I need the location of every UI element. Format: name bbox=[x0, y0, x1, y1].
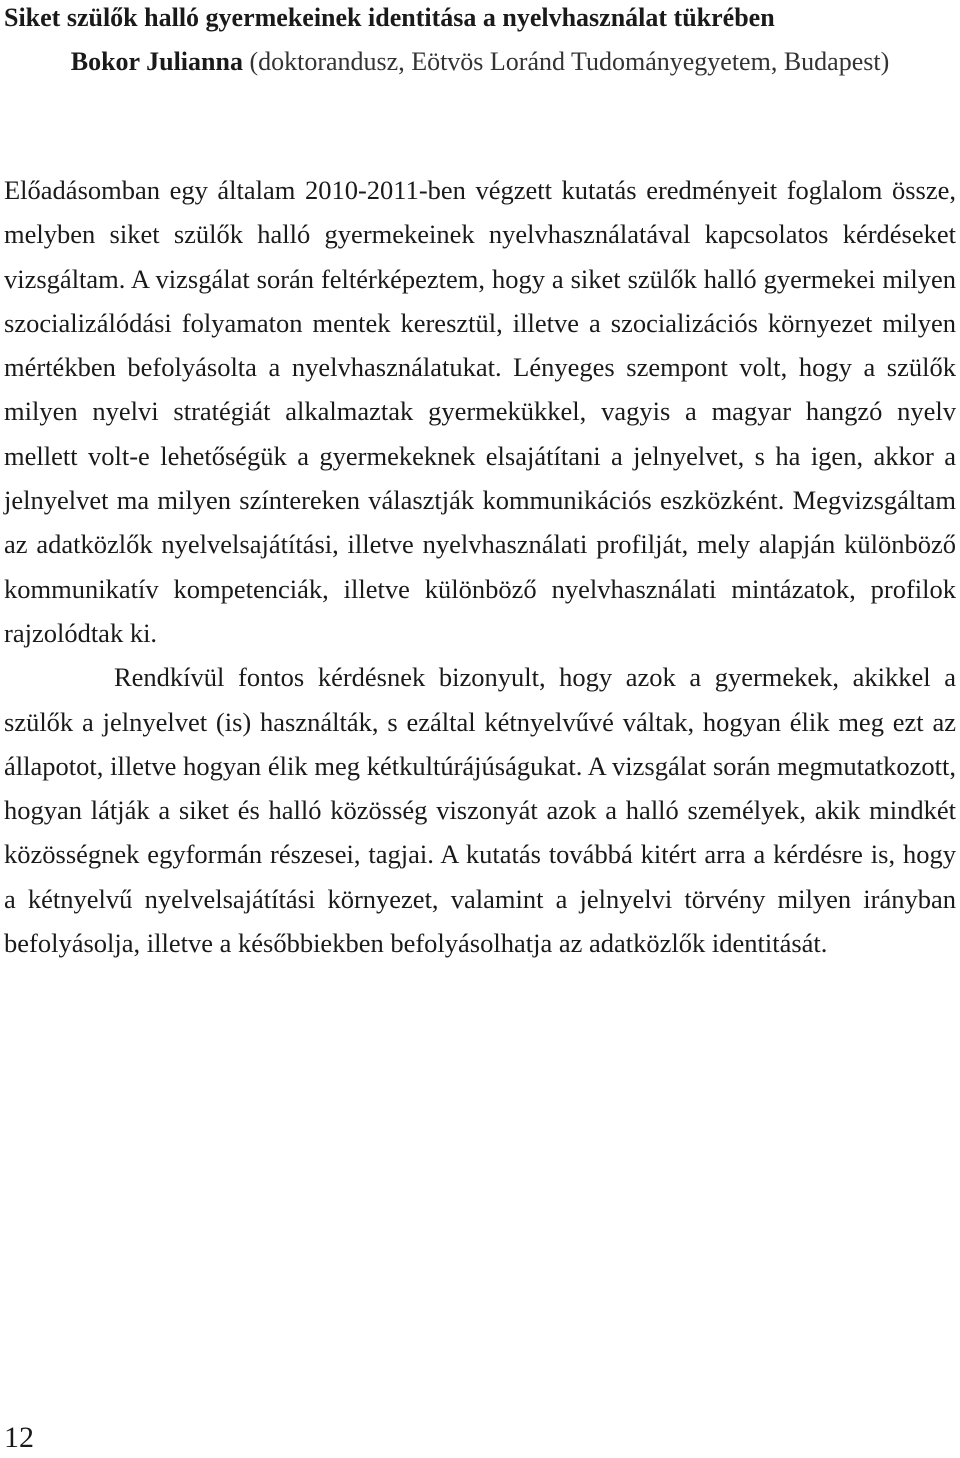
author-block bbox=[0, 40, 960, 84]
author-name: Bokor Julianna bbox=[70, 47, 243, 76]
page-number: 12 bbox=[4, 1421, 34, 1454]
paragraph-2: Rendkívül fontos kérdésnek bizonyult, hogy azok a gyermekek, akikkel a szülők a jelnyelvet (is) használták, s ezáltal kétnyelvűvé váltak, hogyan élik meg ezt az állapotot, illetve hogyan élik meg kétkultúrájúságukat. A vizsgálat során megmutatkozott, hogyan látják a siket és halló közösség viszonyát azok a halló személyek, akik mindkét közösségnek egyformán részesei, tagjai. A kutatás továbbá kitért arra a kérdésre is, hogy a kétnyelvű nyelvelsajátítási környezet, valamint a jelnyelvi törvény milyen irányban befolyásolja, illetve a későbbiekben befolyásolhatja az adatközlők identitását. bbox=[4, 662, 956, 959]
document-title: Siket szülők halló gyermekeinek identitása a nyelvhasználat tükrében bbox=[4, 3, 775, 32]
author-affiliation: (doktorandusz, Eötvös Loránd Tudományegyetem, Budapest) bbox=[249, 47, 890, 76]
body-text bbox=[4, 168, 956, 965]
paragraph-1: Előadásomban egy általam 2010-2011-ben végzett kutatás eredményeit foglalom össze, melyben siket szülők halló gyermekeinek nyelvhasználatával kapcsolatos kérdéseket vizsgáltam. A vizsgálat során feltérképeztem, hogy a siket szülők halló gyermekei milyen szocializálódási folyamaton mentek keresztül, illetve a szocializációs környezet milyen mértékben befolyásolta a nyelvhasználatukat. Lényeges szempont volt, hogy a szülők milyen nyelvi stratégiát alkalmaztak gyermekükkel, vagyis a magyar hangzó nyelv mellett volt-e lehetőségük a gyermekeknek elsajátítani a jelnyelvet, s ha igen, akkor a jelnyelvet ma milyen színtereken választják kommunikációs eszközként. Megvizsgáltam az adatközlők nyelvelsajátítási, illetve nyelvhasználati profilját, mely alapján különböző kommunikatív kompetenciák, illetve különböző nyelvhasználati mintázatok, profilok rajzolódtak ki. bbox=[4, 175, 956, 648]
